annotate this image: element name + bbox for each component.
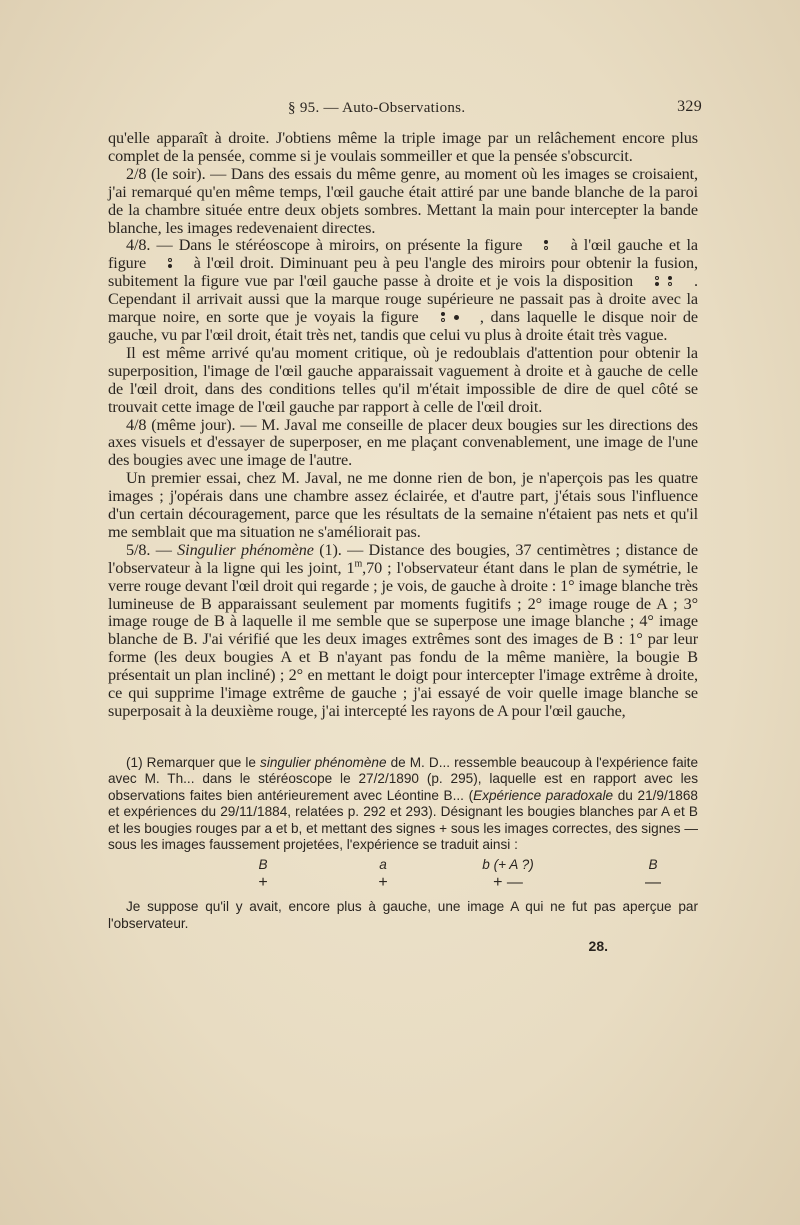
sign-mark: — (645, 873, 661, 891)
superscript: m (354, 558, 363, 570)
figure-glyph-icon (439, 311, 447, 323)
text-span: (1). — Distance des bougies, 37 centimètres ; distance de l'observateur à la ligne qui les joint, 1 (108, 540, 699, 577)
paragraph: qu'elle apparaît à droite. J'obtiens même la triple image par un relâchement encore plus complet de la pensée, comme si je voulais sommeiller et que la pensée s'obscurcit. (108, 129, 698, 165)
figure-glyph-icon (653, 275, 661, 287)
sign-label: B (648, 857, 658, 873)
text-span: 5/8. — (126, 540, 172, 559)
paragraph: Il est même arrivé qu'au moment critique, où je redoublais d'attention pour obtenir la superposition, l'image de l'œil gauche apparaissait vaguement à droite et à gauche de celle de l'œil droit, dans des conditions telles qu'il m'était impossible de dire de quel côté se trouvait cette image de l'œil gauche par rapport à celle de l'œil droit. (108, 343, 698, 416)
footnotes (108, 755, 698, 955)
running-header (108, 98, 702, 122)
text-span: , dans laquelle le disque noir de gauche, vu par l'œil droit, était très net, tandis que celui vu plus à droite était très vague. (108, 308, 698, 344)
paragraph (108, 237, 698, 344)
header-title: § 95. — Auto-Observations. (288, 100, 466, 116)
figure-glyph-icon (666, 275, 674, 287)
page (108, 98, 702, 955)
paragraph: 4/8 (même jour). — M. Javal me conseille de placer deux bougies sur les directions des axes visuels et d'essayer de superposer, en me plaçant convenablement, une image de l'une des bougies avec une image de l'autre. (108, 415, 698, 470)
sign-column (618, 857, 688, 891)
disc-glyph-icon (454, 315, 459, 320)
main-text (108, 130, 698, 721)
sign-label: B (258, 857, 268, 873)
sign-column (228, 857, 298, 891)
sign-mark: + — (493, 873, 523, 891)
text-span: ,70 ; l'observateur étant dans le plan de symétrie, le verre rouge devant l'œil droit qui regarde ; je vois, de gauche à droite : 1° image blanche très lumineuse de B apparaissant seulement par moments fugitifs ; 2° image rouge de A ; 3° image rouge de B à laquelle il me semble que se superpose une image blanche ; 4° image blanche de B. J'ai vérifié que les deux images extrêmes sont des images de B : 1° par leur forme (les deux bougies A et B n'ayant pas fondu de la même manière, la bougie B présentait un plan incliné) ; 2° en mettant le doigt pour intercepter l'image extrême à droite, ce qui supprime l'image extrême de gauche ; j'ai essayé de voir quelle image blanche se superposait à la deuxième rouge, j'ai intercepté les rayons de A pour l'œil gauche, (108, 558, 698, 720)
text-span: à l'œil droit. Diminuant peu à peu l'angle des miroirs pour obtenir la fusion, subitement la figure vue par l'œil gauche passe à droite et je vois la disposition (108, 254, 698, 291)
sign-label: b (+ A ?) (482, 857, 534, 873)
text-span-italic: Expérience paradoxale (473, 787, 614, 803)
sign-column (348, 857, 418, 891)
text-span: 4/8. — Dans le stéréoscope à miroirs, on présente la figure (126, 236, 523, 255)
footnote: Je suppose qu'il y avait, encore plus à gauche, une image A qui ne fut pas aperçue par l'observateur. (108, 899, 698, 931)
sign-mark: + (378, 873, 388, 891)
sign-column (463, 857, 553, 891)
text-span: de M. D... ressemble beaucoup à l'expérience faite avec M. Th... dans le stéréoscope le 27/2/1890 (p. 295), laquelle est en rapport avec les observations faites bien antérieurement avec Léontine B... ( (108, 754, 699, 803)
figure-glyph-icon (166, 257, 174, 269)
paragraph: 2/8 (le soir). — Dans des essais du même genre, au moment où les images se croisaient, j'ai remarqué qu'en même temps, l'œil gauche était attiré par une bande blanche de la paroi de la chambre située entre deux objets sombres. Mettant la main pour intercepter la bande blanche, les images redevenaient directes. (108, 164, 698, 237)
paragraph (108, 542, 698, 721)
sign-mark: + (258, 873, 268, 891)
page-number: 329 (677, 98, 702, 115)
signature-mark: 28. (588, 938, 608, 955)
text-span: du 21/9/1868 et expériences du 29/11/1884, relatées p. 292 et 293). Désignant les bougies blanches par A et B et les bougies rouges par a et b, et mettant des signes + sous les images correctes, des signes — sous les images faussement projetées, l'expérience se traduit ainsi : (108, 787, 698, 852)
text-span: à l'œil gauche et la figure (108, 236, 699, 273)
text-span: (1) Remarquer que le (126, 754, 256, 770)
text-span-italic: Singulier phénomène (177, 540, 314, 559)
figure-glyph-icon (542, 239, 550, 251)
paragraph: Un premier essai, chez M. Javal, ne me donne rien de bon, je n'aperçois pas les quatre images ; j'opérais dans une chambre assez éclairée, et d'autre part, j'étais sous l'influence d'un certain découragement, parce que les résultats de la semaine n'étaient pas nets et qu'il me semblait que ma situation ne s'améliorait pas. (108, 469, 698, 541)
text-span: . Cependant il arrivait aussi que la marque rouge supérieure ne passait pas à droite avec la marque noire, en sorte que je voyais la figure (108, 272, 698, 327)
signs-table (108, 857, 698, 897)
footnote (108, 755, 698, 853)
text-span-italic: singulier phénomène (260, 754, 387, 770)
sign-label: a (379, 857, 387, 873)
